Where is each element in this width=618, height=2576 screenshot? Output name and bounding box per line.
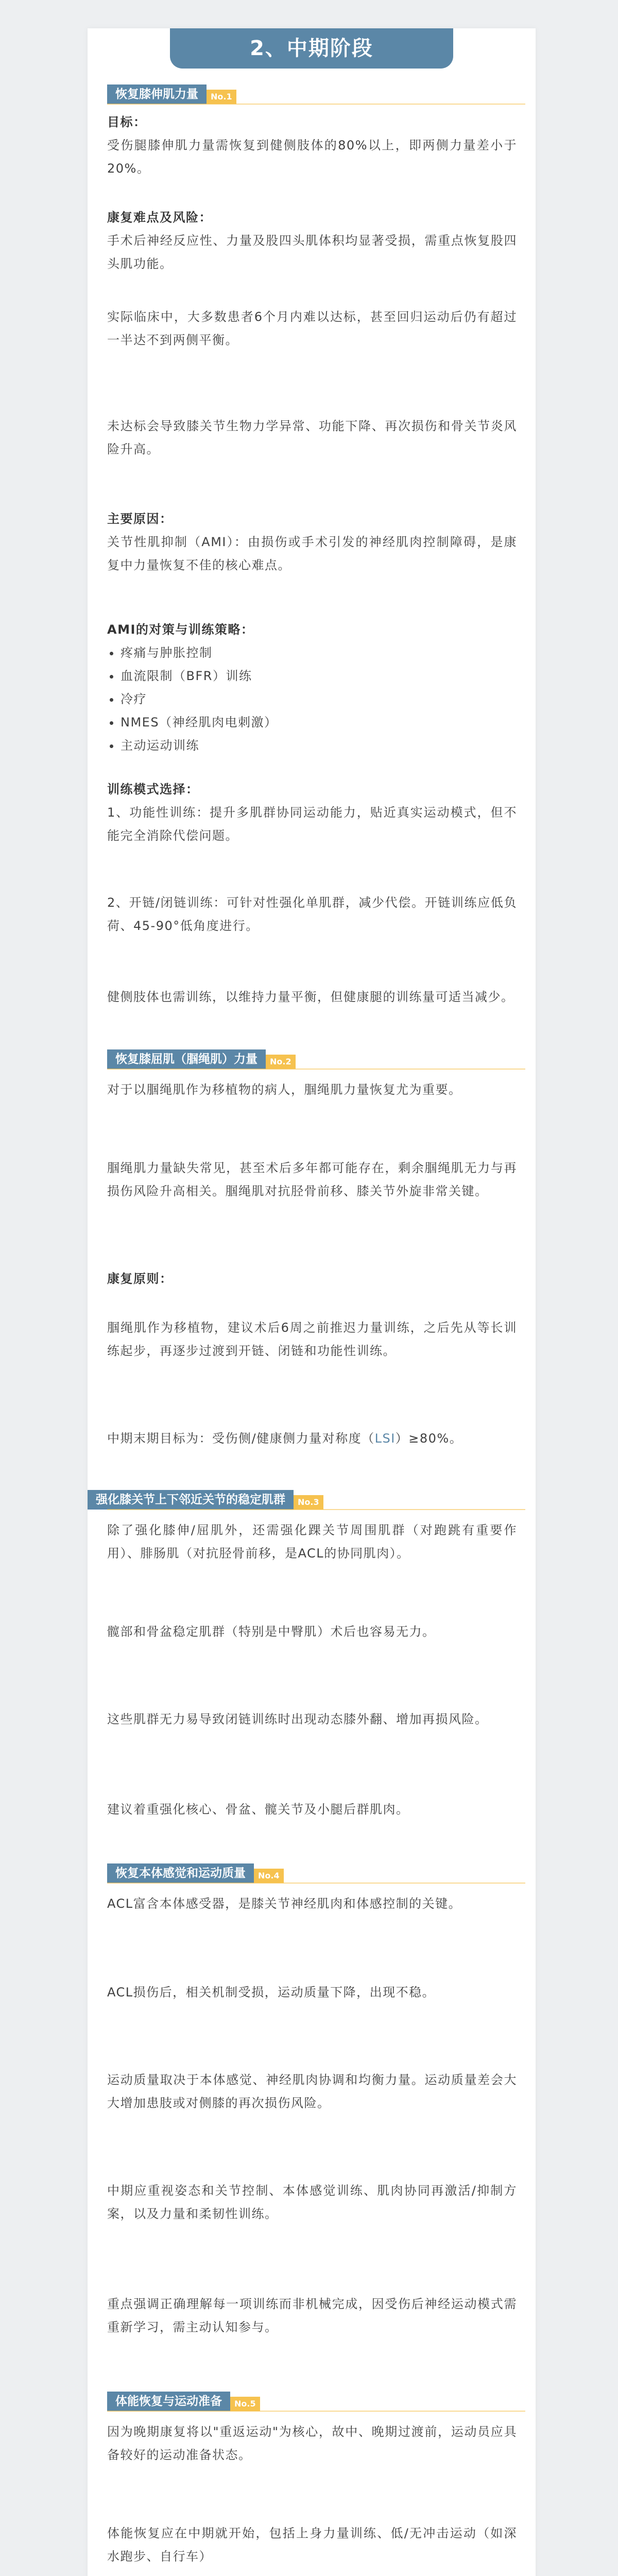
hamstring-deficit-text: 腘绳肌力量缺失常见，甚至术后多年都可能存在，剩余腘绳肌无力与再损伤风险升高相关。腘绳肌对抗胫骨前移、膝关节外旋非常关键。 <box>107 1161 517 1198</box>
phase-title: 2、中期阶段 <box>170 28 453 69</box>
ami-strategy-list <box>107 641 527 757</box>
healthy-limb-text: 健侧肢体也需训练，以维持力量平衡，但健康腿的训练量可适当减少。 <box>107 990 514 1004</box>
clinical-text: 实际临床中，大多数患者6个月内难以达标，甚至回归运动后仍有超过一半达不到两侧平衡。 <box>107 310 517 347</box>
article-card <box>88 28 536 2576</box>
cause-heading: 主要原因： <box>107 512 173 526</box>
ami-heading: AMI的对策与训练策略： <box>107 622 254 637</box>
section-4-title: 恢复本体感觉和运动质量 <box>107 1863 254 1883</box>
lsi-term: LSI <box>374 1431 396 1446</box>
return-to-sport-text: 因为晚期康复将以"重返运动"为核心，故中、晚期过渡前，运动员应具备较好的运动准备状态。 <box>107 2425 517 2462</box>
movement-quality-text: 运动质量取决于本体感觉、神经肌肉协调和均衡力量。运动质量差会大大增加患肢或对侧膝的再次损伤风险。 <box>107 2073 517 2110</box>
section-3-heading <box>88 1489 323 1510</box>
core-strength-text: 建议着重强化核心、骨盆、髋关节及小腿后群肌肉。 <box>107 1802 409 1817</box>
section-5-title: 体能恢复与运动准备 <box>107 2392 230 2411</box>
section-4-divider <box>107 1883 525 1884</box>
hip-stabilizer-text: 髋部和骨盆稳定肌群（特别是中臀肌）术后也容易无力。 <box>107 1624 436 1639</box>
section-3-divider <box>107 1509 525 1510</box>
goal-heading: 目标： <box>107 115 147 129</box>
section-5-divider <box>107 2411 525 2412</box>
rehab-principle-heading: 康复原则： <box>107 1272 173 1286</box>
lsi-goal-prefix: 中期末期目标为：受伤侧/健康侧力量对称度（ <box>107 1431 375 1446</box>
midterm-focus-text: 中期应重视姿态和关节控制、本体感觉训练、肌肉协同再激活/抑制方案，以及力量和柔韧性训练。 <box>107 2183 517 2221</box>
list-item: • 主动运动训练 <box>121 734 527 757</box>
proprioceptor-text: ACL富含本体感受器，是膝关节神经肌肉和体感控制的关键。 <box>107 1896 462 1911</box>
adjacent-joint-text: 除了强化膝伸/屈肌外，还需强化踝关节周围肌群（对跑跳有重要作用）、腓肠肌（对抗胫骨前移，是ACL的协同肌肉）。 <box>107 1523 517 1561</box>
section-2-number-badge: No.2 <box>266 1055 296 1069</box>
section-3-title: 强化膝关节上下邻近关节的稳定肌群 <box>88 1490 294 1510</box>
conditioning-text: 体能恢复应在中期就开始，包括上身力量训练、低/无冲击运动（如深水跑步、自行车） <box>107 2526 517 2564</box>
difficulty-heading: 康复难点及风险： <box>107 210 212 225</box>
acl-injury-text: ACL损伤后，相关机制受损，运动质量下降，出现不稳。 <box>107 1985 436 1999</box>
list-item: • 血流限制（BFR）训练 <box>121 665 527 688</box>
training-mode-heading: 训练模式选择： <box>107 782 199 796</box>
section-5-heading <box>107 2391 260 2411</box>
lsi-goal-suffix: ）≥80%。 <box>395 1431 463 1446</box>
list-item: • NMES（神经肌肉电刺激） <box>121 711 527 734</box>
goal-text: 受伤腿膝伸肌力量需恢复到健侧肢体的80%以上，即两侧力量差小于20%。 <box>107 138 517 176</box>
section-3-number-badge: No.3 <box>294 1495 323 1510</box>
list-item: • 冷疗 <box>121 688 527 711</box>
cause-text: 关节性肌抑制（AMI）：由损伤或手术引发的神经肌肉控制障碍，是康复中力量恢复不佳的核心难点。 <box>107 535 517 572</box>
difficulty-text: 手术后神经反应性、力量及股四头肌体积均显著受损，需重点恢复股四头肌功能。 <box>107 233 517 271</box>
valgus-risk-text: 这些肌群无力易导致闭链训练时出现动态膝外翻、增加再损风险。 <box>107 1712 488 1726</box>
section-4-heading <box>107 1862 284 1883</box>
section-1-title: 恢复膝伸肌力量 <box>107 84 207 104</box>
rehab-principle-text: 腘绳肌作为移植物，建议术后6周之前推迟力量训练，之后先从等长训练起步，再逐步过渡到开链、闭链和功能性训练。 <box>107 1320 517 1358</box>
section-5-number-badge: No.5 <box>230 2397 260 2411</box>
section-1-divider <box>107 104 525 105</box>
section-1-heading <box>107 83 236 104</box>
hamstring-intro-text: 对于以腘绳肌作为移植物的病人，腘绳肌力量恢复尤为重要。 <box>107 1082 462 1097</box>
section-1-number-badge: No.1 <box>207 90 236 104</box>
lsi-goal-text <box>107 1427 517 1450</box>
cognitive-engagement-text: 重点强调正确理解每一项训练而非机械完成，因受伤后神经运动模式需重新学习，需主动认知参与。 <box>107 2297 517 2334</box>
section-2-heading <box>107 1048 296 1069</box>
section-2-divider <box>107 1069 525 1070</box>
section-4-number-badge: No.4 <box>254 1869 284 1883</box>
chain-training-text: 2、开链/闭链训练：可针对性强化单肌群，减少代偿。开链训练应低负荷、45-90°低角度进行。 <box>107 895 517 933</box>
risk-text: 未达标会导致膝关节生物力学异常、功能下降、再次损伤和骨关节炎风险升高。 <box>107 419 517 456</box>
list-item: • 疼痛与肿胀控制 <box>121 641 527 665</box>
functional-training-text: 1、功能性训练：提升多肌群协同运动能力，贴近真实运动模式，但不能完全消除代偿问题。 <box>107 805 517 843</box>
section-2-title: 恢复膝屈肌（腘绳肌）力量 <box>107 1049 266 1069</box>
